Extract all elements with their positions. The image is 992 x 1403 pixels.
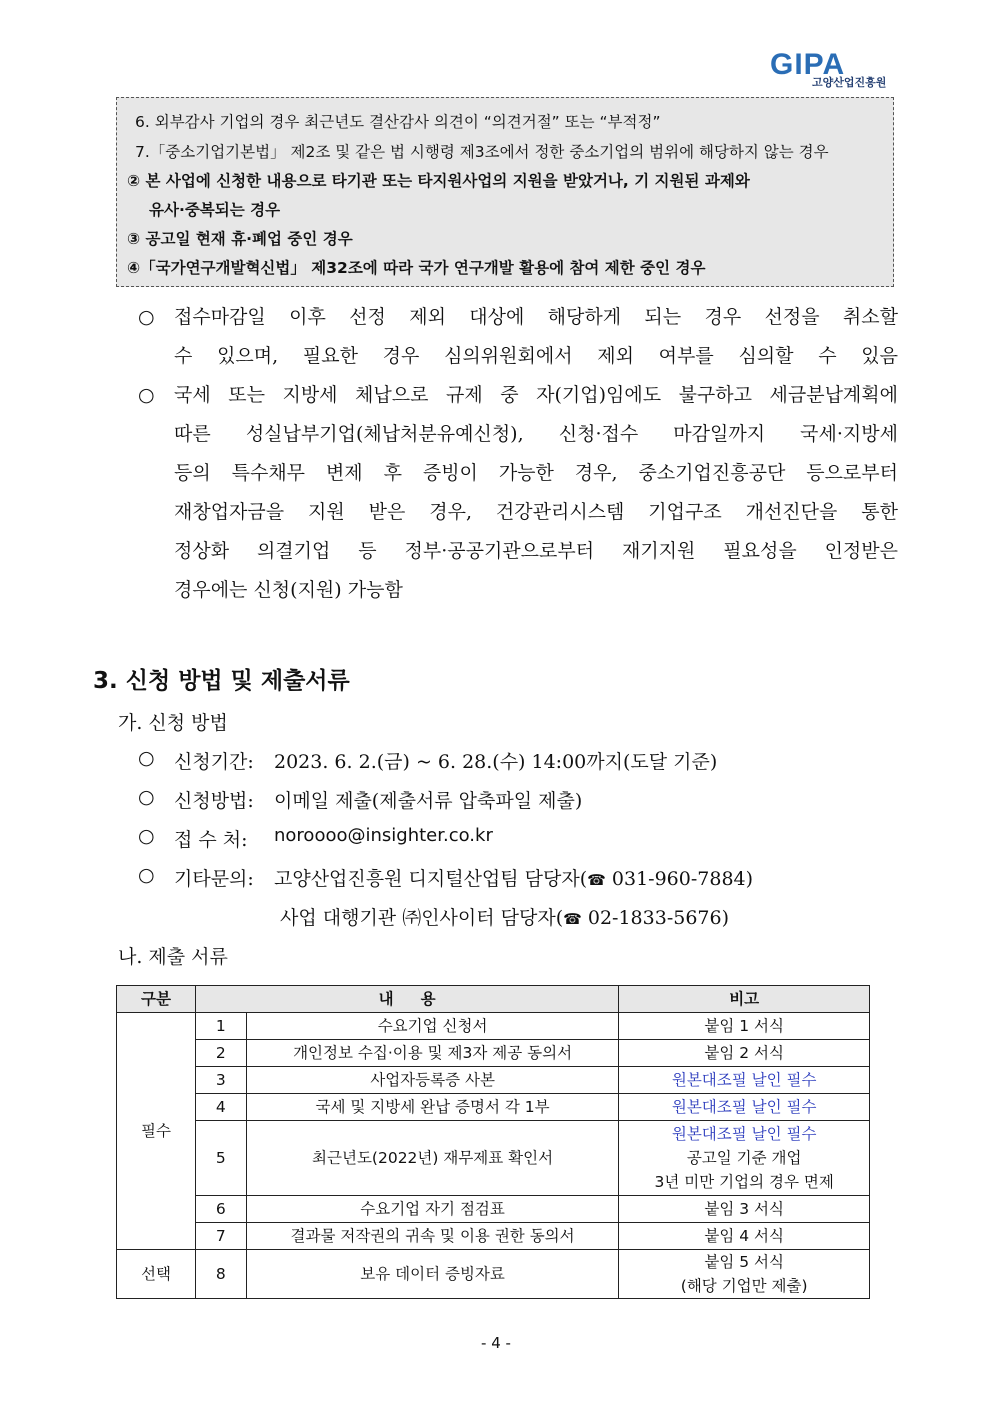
- exclusion-line-2: ② 본 사업에 신청한 내용으로 타기관 또는 타지원사업의 지원을 받았거나, 기 지원된 과제와: [127, 172, 750, 190]
- row-content: 보유 데이터 증빙자료: [246, 1250, 619, 1299]
- row-number: 5: [195, 1121, 246, 1196]
- note-paragraph-1: [138, 298, 898, 376]
- apply-method-value: 이메일 제출(제출서류 압축파일 제출): [274, 790, 583, 812]
- row-note-line: (해당 기업만 제출): [680, 1277, 808, 1295]
- row-note-line: 공고일 기준 개업: [686, 1149, 802, 1167]
- table-row: [117, 1013, 870, 1040]
- table-row: [117, 1250, 870, 1299]
- row-content: 국세 및 지방세 완납 증명서 각 1부: [246, 1094, 619, 1121]
- table-header-row: [117, 986, 870, 1013]
- inquiry-value: 고양산업진흥원 디지털산업팀 담당자(☎ 031-960-7884): [274, 868, 754, 890]
- row-content: 수요기업 신청서: [246, 1013, 619, 1040]
- apply-period-item: [138, 747, 718, 773]
- header-note: 비고: [619, 986, 870, 1013]
- note-1-line-1: 접수마감일 이후 선정 제외 대상에 해당하게 되는 경우 선정을 취소할: [174, 306, 898, 328]
- row-content: 개인정보 수집·이용 및 제3자 제공 동의서: [246, 1040, 619, 1067]
- category-required: 필수: [117, 1013, 196, 1250]
- note-paragraph-2: [138, 376, 898, 610]
- row-note-blue: 원본대조필 날인 필수: [619, 1067, 870, 1094]
- note-2-line-5: 정상화 의결기업 등 정부·공공기관으로부터 재기지원 필요성을 인정받은: [174, 540, 898, 562]
- subsection-documents: 나. 제출 서류: [118, 946, 228, 968]
- row-note-line: 붙임 5 서식: [704, 1253, 784, 1271]
- apply-period-value: 2023. 6. 2.(금) ~ 6. 28.(수) 14:00까지(도달 기준): [274, 751, 718, 773]
- circle-bullet-icon: ○: [138, 864, 155, 886]
- row-number: 7: [195, 1223, 246, 1250]
- row-number: 4: [195, 1094, 246, 1121]
- category-optional: 선택: [117, 1250, 196, 1299]
- row-content: 결과물 저작권의 귀속 및 이용 권한 동의서: [246, 1223, 619, 1250]
- table-row: [117, 1067, 870, 1094]
- exclusion-line-3: ③ 공고일 현재 휴·폐업 중인 경우: [127, 230, 353, 248]
- submission-address-item: [138, 825, 493, 851]
- row-note: 붙임 1 서식: [619, 1013, 870, 1040]
- circle-bullet-icon: ○: [138, 825, 155, 847]
- row-number: 1: [195, 1013, 246, 1040]
- row-number: 8: [195, 1250, 246, 1299]
- table-row: [117, 1223, 870, 1250]
- subsection-apply-method: 가. 신청 방법: [118, 712, 228, 734]
- documents-table: [116, 985, 870, 1299]
- phone-icon: ☎: [587, 871, 606, 889]
- exclusion-line-7: 7.「중소기업기본법」 제2조 및 같은 법 시행령 제3조에서 정한 중소기업의 범위에 해당하지 않는 경우: [135, 143, 829, 161]
- row-note: 붙임 3 서식: [619, 1196, 870, 1223]
- header-category: 구분: [117, 986, 196, 1013]
- inquiry-extra-value: 사업 대행기관 ㈜인사이터 담당자(☎ 02-1833-5676): [280, 907, 730, 929]
- phone-icon: ☎: [563, 910, 582, 928]
- row-note: 붙임 2 서식: [619, 1040, 870, 1067]
- inquiry-item: [138, 864, 754, 890]
- row-note: 붙임 4 서식: [619, 1223, 870, 1250]
- exclusion-line-6: 6. 외부감사 기업의 경우 최근년도 결산감사 의견이 “의견거절” 또는 “부적정”: [135, 113, 661, 131]
- apply-method-item: [138, 786, 583, 812]
- row-note-blue: 원본대조필 날인 필수: [619, 1094, 870, 1121]
- note-2-line-6: 경우에는 신청(지원) 가능함: [174, 579, 403, 601]
- submission-address-label: 접 수 처:: [174, 829, 248, 851]
- note-1-line-2: 수 있으며, 필요한 경우 심의위원회에서 제외 여부를 심의할 수 있음: [174, 345, 898, 367]
- table-row: [117, 1094, 870, 1121]
- row-number: 6: [195, 1196, 246, 1223]
- table-row: [117, 1121, 870, 1196]
- section-title: 3. 신청 방법 및 제출서류: [93, 668, 350, 694]
- row-note-blue: 원본대조필 날인 필수: [671, 1125, 817, 1143]
- logo-subtitle: 고양산업진흥원: [812, 76, 887, 89]
- table-row: [117, 1040, 870, 1067]
- circle-bullet-icon: ○: [138, 384, 155, 406]
- apply-method-label: 신청방법:: [174, 790, 254, 812]
- row-number: 2: [195, 1040, 246, 1067]
- circle-bullet-icon: ○: [138, 306, 155, 328]
- note-2-line-4: 재창업자금을 지원 받은 경우, 건강관리시스템 기업구조 개선진단을 통한: [174, 501, 898, 523]
- gipa-logo: [770, 48, 900, 90]
- row-content: 최근년도(2022년) 재무제표 확인서: [246, 1121, 619, 1196]
- row-content: 사업자등록증 사본: [246, 1067, 619, 1094]
- note-2-line-1: 국세 또는 지방세 체납으로 규제 중 자(기업)임에도 불구하고 세금분납계획에: [174, 384, 898, 406]
- apply-period-label: 신청기간:: [174, 751, 254, 773]
- circle-bullet-icon: ○: [138, 786, 155, 808]
- header-content: 내 용: [195, 986, 618, 1013]
- table-row: [117, 1196, 870, 1223]
- inquiry-label: 기타문의:: [174, 868, 254, 890]
- row-note: [619, 1250, 870, 1299]
- page-number: - 4 -: [481, 1334, 511, 1352]
- logo-mark: GIPA: [770, 48, 846, 81]
- row-content: 수요기업 자기 점검표: [246, 1196, 619, 1223]
- note-2-line-2: 따른 성실납부기업(체납처분유예신청), 신청·접수 마감일까지 국세·지방세: [174, 423, 898, 445]
- exclusion-line-4: ④「국가연구개발혁신법」 제32조에 따라 국가 연구개발 활용에 참여 제한 중인 경우: [127, 259, 706, 277]
- exclusion-line-2-cont: 유사·중복되는 경우: [149, 201, 281, 219]
- submission-email[interactable]: noroooo@insighter.co.kr: [274, 825, 493, 846]
- exclusion-criteria-box: [116, 97, 894, 287]
- row-note-line: 3년 미만 기업의 경우 면제: [654, 1173, 834, 1191]
- row-note: [619, 1121, 870, 1196]
- row-number: 3: [195, 1067, 246, 1094]
- circle-bullet-icon: ○: [138, 747, 155, 769]
- note-2-line-3: 등의 특수채무 변제 후 증빙이 가능한 경우, 중소기업진흥공단 등으로부터: [174, 462, 898, 484]
